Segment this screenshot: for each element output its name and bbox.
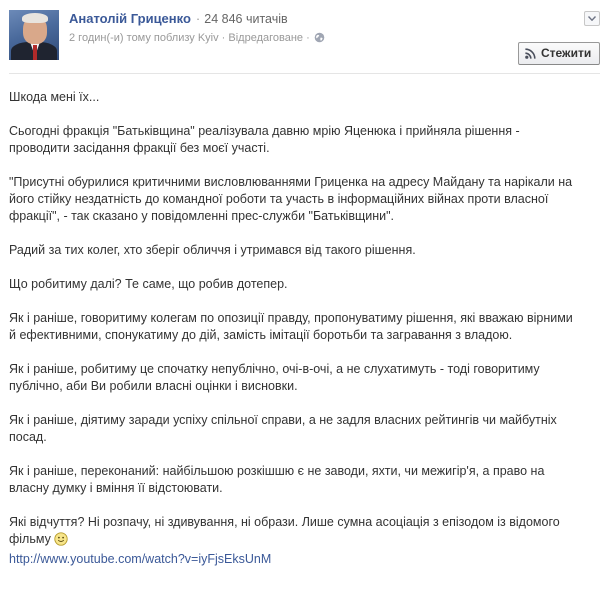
text-line: Що робитиму далі? Те саме, що робив дотепер. — [9, 277, 288, 291]
paragraph — [9, 276, 600, 293]
paragraph — [9, 361, 600, 395]
paragraph-last — [9, 514, 600, 568]
follow-button[interactable] — [518, 42, 600, 65]
divider — [9, 73, 600, 74]
smiley-icon — [54, 532, 68, 551]
text-line: Як і раніше, діятиму заради успіху спільної справи, а не задля власних рейтингів чи майбутніх — [9, 413, 557, 427]
text-line: Як і раніше, робитиму це спочатку непублічно, очі-в-очі, а не слухатимуть - тоді говоритиму — [9, 362, 540, 376]
paragraph — [9, 310, 600, 344]
paragraph — [9, 242, 600, 259]
text-line: його стійку нездатність до командної роботи та участь в інформаційних війнах проти власної — [9, 192, 549, 206]
text-line: й ефективними, спонукатиму до дій, замість імітації боротьби та загравання з владою. — [9, 328, 513, 342]
text-line: власну думку і вміння її відстоювати. — [9, 481, 223, 495]
rss-icon — [525, 48, 536, 59]
text-line: Сьогодні фракція "Батьківщина" реалізувала давню мрію Яценюка і прийняла рішення - — [9, 124, 520, 138]
paragraph — [9, 123, 600, 157]
chevron-down-icon[interactable] — [584, 11, 600, 26]
avatar[interactable] — [9, 10, 59, 60]
text-line: фільму — [9, 532, 51, 546]
post-body — [9, 89, 600, 568]
paragraph — [9, 89, 600, 106]
follower-count: 24 846 читачів — [204, 12, 288, 26]
text-line: посад. — [9, 430, 47, 444]
follow-button-label: Стежити — [541, 46, 592, 60]
text-line: Як і раніше, говоритиму колегам по опозиції правду, пропонуватиму рішення, які вважаю вірними — [9, 311, 573, 325]
youtube-link[interactable]: http://www.youtube.com/watch?v=iyFjsEksUnM — [9, 552, 272, 566]
paragraph — [9, 463, 600, 497]
text-line: Які відчуття? Ні розпачу, ні здивування, ні образи. Лише сумна асоціація з епізодом із відомого — [9, 515, 560, 529]
text-line: Як і раніше, переконаний: найбільшою розкішшю є не заводи, яхти, чи межигір'я, а право на — [9, 464, 545, 478]
text-line: "Присутні обурилися критичними висловлюваннями Гриценка на адресу Майдану та нарікали на — [9, 175, 573, 189]
text-line: Радий за тих колег, хто зберіг обличчя і утримався від такого рішення. — [9, 243, 416, 257]
post-meta-text: 2 годин(-и) тому поблизу Kyiv · Відредаговане · — [69, 32, 310, 44]
separator-dot: · — [195, 11, 201, 26]
text-line: фракції", - так сказано у повідомленні прес-служби "Батьківщини". — [9, 209, 395, 223]
author-name[interactable]: Анатолій Гриценко — [69, 11, 191, 26]
globe-icon[interactable] — [314, 32, 325, 46]
name-line — [69, 11, 288, 26]
paragraph — [9, 174, 600, 225]
post-header — [0, 0, 609, 64]
paragraph — [9, 412, 600, 446]
post-meta — [69, 32, 325, 46]
text-line: Шкода мені їх... — [9, 90, 100, 104]
text-line: публічно, аби Ви робили власні оцінки і висновки. — [9, 379, 298, 393]
text-line: проводити засідання фракції без моєї участі. — [9, 141, 270, 155]
